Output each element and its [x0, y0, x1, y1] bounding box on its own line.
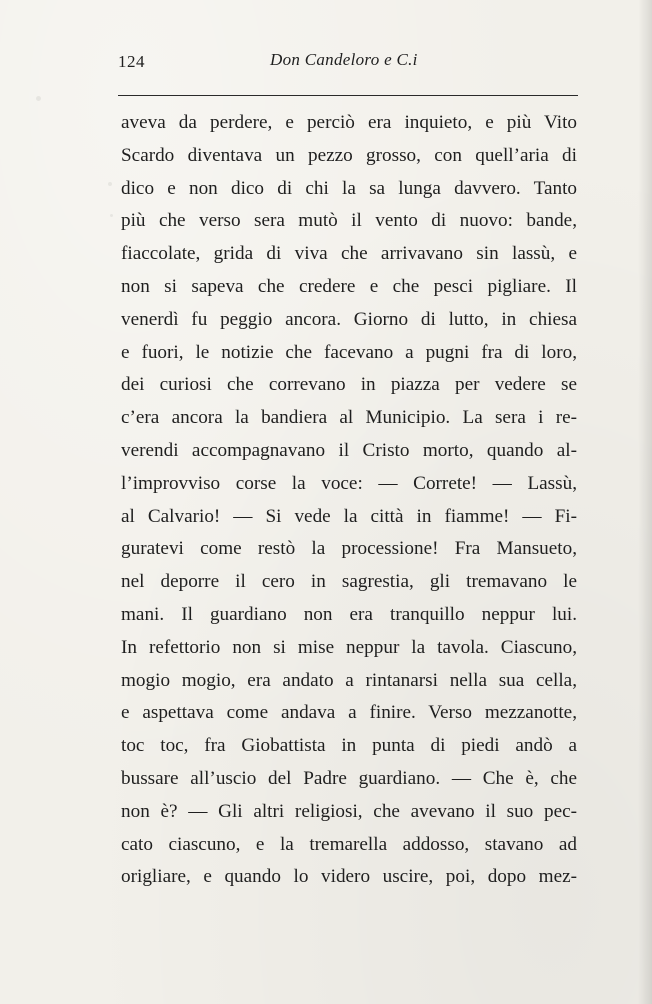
text-line: Scardo diventava un pezzo grosso, con quell’aria di [121, 144, 577, 166]
text-line: l’improvviso corse la voce: — Correte! — Lassù, [121, 472, 577, 494]
text-line: non si sapeva che credere e che pesci pigliare. Il [121, 275, 577, 297]
text-line: mani. Il guardiano non era tranquillo neppur lui. [121, 603, 577, 625]
paper-speck [36, 96, 41, 101]
text-line: nel deporre il cero in sagrestia, gli tremavano le [121, 571, 577, 593]
text-line: e aspettava come andava a finire. Verso mezzanotte, [121, 702, 577, 724]
text-line: cato ciascuno, e la tremarella addosso, stavano ad [121, 833, 577, 855]
text-line: al Calvario! — Si vede la città in fiamme! — Fi- [121, 505, 577, 527]
text-line: aveva da perdere, e perciò era inquieto, e più Vito [121, 112, 577, 133]
text-line: In refettorio non si mise neppur la tavola. Ciascuno, [121, 636, 577, 658]
page-header [118, 50, 578, 74]
text-line: toc toc, fra Giobattista in punta di piedi andò a [121, 735, 577, 757]
running-title: Don Candeloro e C.i [270, 50, 418, 69]
text-line: più che verso sera mutò il vento di nuovo: bande, [121, 210, 577, 232]
text-line: dei curiosi che correvano in piazza per vedere se [121, 374, 577, 396]
text-line: guratevi come restò la processione! Fra Mansueto, [121, 538, 577, 560]
page-edge-shadow [638, 0, 652, 1004]
text-line: dico e non dico di chi la sa lunga davvero. Tanto [121, 177, 577, 199]
text-line: fiaccolate, grida di viva che arrivavano sin lassù, e [121, 243, 577, 265]
text-line: c’era ancora la bandiera al Municipio. La sera i re- [121, 407, 577, 429]
text-line: origliare, e quando lo videro uscire, poi, dopo mez- [121, 866, 577, 888]
paper-speck [110, 214, 113, 217]
body-text [121, 107, 577, 894]
text-line: venerdì fu peggio ancora. Giorno di lutto, in chiesa [121, 308, 577, 330]
paper-speck [108, 182, 112, 186]
text-line: non è? — Gli altri religiosi, che avevano il suo pec- [121, 800, 577, 822]
text-line: mogio mogio, era andato a rintanarsi nella sua cella, [121, 669, 577, 691]
text-line: verendi accompagnavano il Cristo morto, quando al- [121, 439, 577, 461]
text-line: e fuori, le notizie che facevano a pugni fra di loro, [121, 341, 577, 363]
header-rule [118, 95, 578, 96]
page-number: 124 [118, 52, 145, 71]
text-line: bussare all’uscio del Padre guardiano. — Che è, che [121, 767, 577, 789]
